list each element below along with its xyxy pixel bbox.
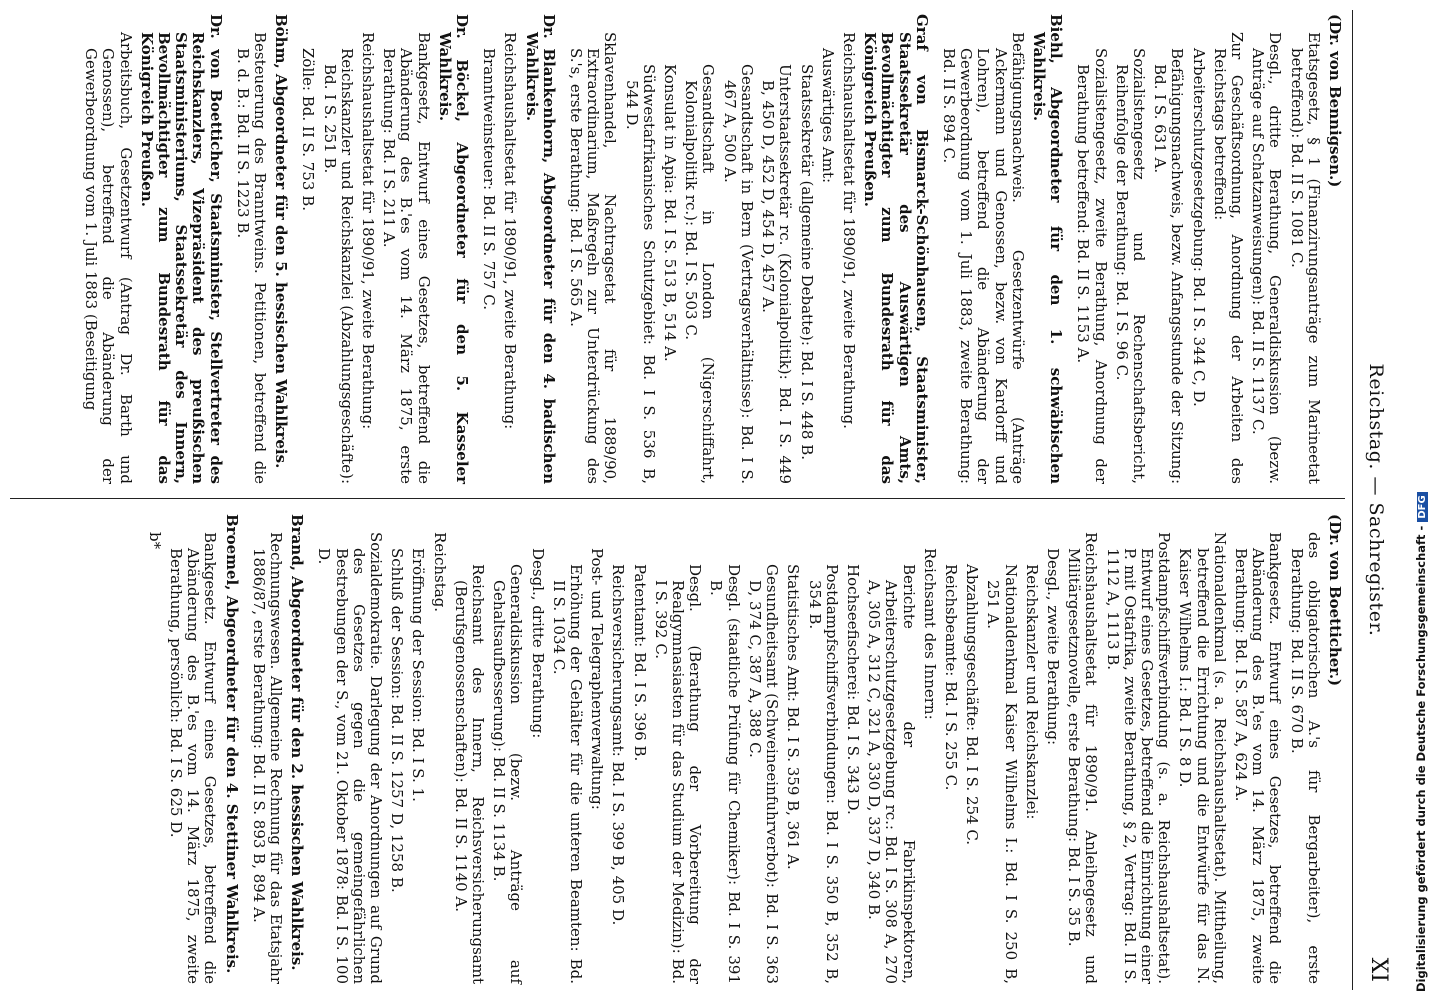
index-entry: Branntweinsteuer: Bd. II S. 757 C. [480,48,499,310]
index-entry: Gesandtschaft in London (Nigerschiffahrt, Kolonialpolitik rc.): Bd. I S. 503 C. [682,64,718,484]
entry-spacer [1064,14,1070,484]
header-rule [1352,10,1353,990]
index-entry: Desgl., zweite Berathung: [1043,548,1062,746]
speaker-heading: Broemel, Abgeordneter für den 4. Stettiner Wahlkreis. [222,514,241,974]
index-entry: Etatsgesetz, § 1 (Finanzirungsanträge zum Marineetat betreffend): Bd. II S. 1081 C. [1287,32,1323,484]
index-entry: Reichshaushaltsetat für 1890/91, zweite Berathung. [839,32,858,429]
index-entry: Konsulat in Apia: Bd. I S. 513 B, 514 A. [661,64,680,362]
index-entry: Postdampfschiffsverbindungen: Bd. I S. 350 B, 352 B, 354 B. [805,564,841,984]
speaker-heading: Dr. Böckel, Abgeordneter für den 5. Kasseler Wahlkreis. [435,14,472,484]
column-divider [10,498,1345,499]
credit-text: Digitalisierung gefördert durch die Deutsche Forschungsgemeinschaft - [1414,525,1428,992]
index-entry: Bankgesetz. Entwurf eines Gesetzes, betreffend die Abänderung des B.'es vom 14. März 1875, zweite Berathung: Bd. I S. 587 A, 624 A. [1231,532,1285,984]
index-entry: Post- und Telegraphenverwaltung: [588,548,607,810]
index-entry: Nationaldenkmal Kaiser Wilhelms I.: Bd. I S. 250 B, 251 A. [984,564,1020,984]
index-entry: Reichskanzler und Reichskanzlei: [1022,564,1041,820]
speaker-heading: Böhm, Abgeordneter für den 5. hessischen Wahlkreis. [272,14,291,469]
index-entry: Schluß der Session: Bd. II S. 1257 D, 1258 B. [388,548,407,893]
speaker-heading: Dr. von Boetticher, Staatsminister, Stellvertreter des Reichskanzlers, Vizepräsident des preußischen Staatsministeriums, Staatssekretär des Innern, Bevollmächtigter zum Bundesrath für das Königreich Preußen. [137,14,225,484]
index-entry: Reichsamt des Innern: [920,548,939,720]
index-entry: Zur Geschäftsordnung, Anordnung der Arbeiten des Reichstags betreffend: [1210,32,1246,484]
index-entry: Desgl., dritte Berathung, Generaldiskussion (bezw. Anträge auf Schatzanweisungen): Bd. II S. 1137 C. [1249,32,1285,484]
index-entry: Unterstaatssekretär rc. (Kolonialpolitik): Bd. I S. 449 B, 450 D, 452 D, 454 D, 457 A. [759,64,795,484]
index-entry: Zölle: Bd. II S. 753 B. [299,48,318,211]
page-number: XI [1366,957,1391,982]
index-entry: Eröffnung der Session: Bd. I S. 1. [409,548,428,802]
index-entry: Befähigungsnachweis. Gesetzentwürfe (Anträge Ackermann und Genossen, bezw. von Kardorff und Lohren), betreffend die Abänderung der Gewerbeordnung vom 1. Juli 1883, zweite Berathung: Bd. II S. 894 C. [939,32,1027,484]
index-entry: Postdampfschiffsverbindung (s. a. Reichshaushaltsetat). Entwurf eines Gesetzes, betreffend die Einrichtung einer P. mit Ostafrika, zweite Berathung, § 2, Vertrag: Bd. II S. 1112 A, 1113 B. [1103,532,1174,984]
index-entry: Gesundheitsamt (Schweineeinfuhrverbot): Bd. I S. 363 D, 374 C, 387 A, 388 C. [745,564,782,984]
entry-spacer [305,514,311,984]
index-entry: Desgl. (Berathung der Vorbereitung der Realgymnasiasten für das Studium der Medizin): Bd. I S. 392 C. [651,564,705,984]
index-entry: Reichsversicherungsamt: Bd. I S. 399 B, 405 D. [609,564,628,926]
index-entry: b* [145,532,164,550]
index-entry: Bankgesetz. Entwurf eines Gesetzes, betreffend die Abänderung des B.'es vom 14. März 1875, zweite Berathung, persönlich: Bd. I S. 625 D. [167,532,220,984]
index-entry: Sozialistengesetz und Rechenschaftsbericht, Reihenfolge der Berathung: Bd. I S. 96 C. [1112,48,1148,484]
running-title: Reichstag. — Sachregister. [1365,363,1387,637]
index-entry: Reichshaushaltsetat für 1890/91, zweite Berathung: [359,32,378,430]
index-entry: Reichshaushaltsetat für 1890/91. Anleihegesetz und Militärgesetznovelle, erste Berathung: Bd. I S. 35 B. [1065,532,1101,984]
index-entry: Patentamt: Bd. I S. 396 B. [630,564,649,762]
index-entry: Arbeitsbuch, Gesetzentwurf (Antrag Dr. Barth und Genossen), betreffend die Abänderung der Gewerbeordnung vom 1. Juli 1883 (Beseitigung [82,32,135,484]
index-entry: Generaldiskussion (bezw. Anträge auf Gehaltsaufbesserung): Bd. II S. 1134 B. [490,564,526,984]
left-column [78,14,1343,484]
speaker-heading: (Dr. von Boetticher.) [1326,514,1344,687]
index-entry: Besteuerung des Branntweins. Petitionen, betreffend die B. d. B.: Bd. II S. 1223 B. [233,32,270,484]
dfg-logo-icon: DFG [1417,492,1428,521]
index-entry: Hochseefischerei: Bd. I S. 343 D. [843,564,862,815]
index-entry: Reichsbeamte: Bd. I S. 255 C. [941,564,960,791]
index-entry: Desgl., dritte Berathung: [528,548,547,739]
speaker-heading: Biehl, Abgeordneter für den 1. schwäbischen Wahlkreis. [1029,14,1066,484]
speaker-heading: (Dr. von Bennigsen.) [1326,14,1344,188]
digitization-credit [1412,8,1432,992]
index-entry: Berichte der Fabrikinspektoren, Arbeiterschutzgesetzgebung rc.: Bd. I S. 308 A, 270 A, 305 A, 312 C, 321 A, 330 D, 337 D, 340 B. [865,564,918,984]
index-entry: Befähigungsnachweis, bezw. Anfangsstunde der Sitzung: Bd. I S. 631 A. [1151,48,1187,484]
right-column [142,514,1343,984]
index-entry: Südwestafrikanisches Schutzgebiet: Bd. I S. 536 B, 544 D. [622,64,658,484]
page-header [1355,0,1395,1000]
index-entry: Staatssekretär (allgemeine Debatte): Bd. I S. 448 B. [797,64,816,460]
index-entry: Reichshaushaltsetat für 1890/91, zweite Berathung: [501,32,520,430]
speaker-heading: Brand, Abgeordneter für den 2. hessischen Wahlkreis. [288,514,307,971]
index-entry: Erhöhung der Gehälter für die unteren Beamten: Bd. II S. 1034 C. [549,564,586,984]
index-entry: Arbeiterschutzgesetzgebung: Bd. I S. 344 C, D. [1189,48,1208,407]
speaker-heading: Graf von Bismarck-Schönhausen, Staatsminister, Staatssekretär des Auswärtigen Amts, Bevollmächtigter zum Bundesrath für das Königreich Preußen. [861,14,931,484]
index-entry: Desgl. (staatliche Prüfung für Chemiker): Bd. I S. 391 B. [707,564,743,984]
speaker-heading: Dr. Blankenhorn, Abgeordneter für den 4. badischen Wahlkreis. [522,14,558,484]
index-entry: Nationaldenkmal (s. a. Reichshaushaltsetat). Mittheilung, betreffend die Errichtung und die Entwürfe für das N. Kaiser Wilhelms I.: Bd. I S. 8 D. [1176,532,1229,984]
index-entry: Rechnungswesen. Allgemeine Rechnung für das Etatsjahr 1886/87, erste Berathung: Bd. II S. 893 B, 894 A. [249,532,286,984]
index-entry: Abzahlungsgeschäfte: Bd. I S. 254 C. [963,564,982,846]
index-entry: Sklavenhandel, Nachtragsetat für 1889/90, Extraordinarium, Maßregeln zur Unterdrückung des S.'s, erste Berathung: Bd. I S. 565 A. [567,32,620,484]
index-entry: Sozialistengesetz, zweite Berathung, Anordnung der Berathung betreffend: Bd. II S. 1153 A. [1074,48,1110,484]
index-entry: des obligatorischen A.'s für Bergarbeiter), erste Berathung: Bd. II S. 670 B. [1287,532,1323,984]
entry-spacer [289,14,295,484]
index-entry: Statistisches Amt: Bd. I S. 359 B, 361 A. [784,564,803,870]
index-entry: Reichskanzler und Reichskanzlei (Abzahlungsgeschäfte): Bd. I S. 251 B. [320,48,356,484]
index-entry: Reichstag. [430,532,449,613]
index-entry: Auswärtiges Amt: [818,48,837,184]
index-entry: Gesandtschaft in Bern (Vertragsverhältnisse): Bd. I S. 467 A, 500 A. [720,64,756,484]
index-entry: Reichsamt des Innern, Reichsversicherungsamt (Berufsgenossenschaften): Bd. II S. 1140 A. [451,564,488,984]
index-entry: Bankgesetz, Entwurf eines Gesetzes, betreffend die Abänderung des B.'es vom 14. März 1875, erste Berathung: Bd. I S. 211 A. [380,32,433,484]
index-entry: Sozialdemokratie. Darlegung der Anordnungen auf Grund des Gesetzes gegen die gemeingefährlichen Bestrebungen der S., vom 21. Oktober 1878: Bd. I S. 100 D. [315,532,386,984]
